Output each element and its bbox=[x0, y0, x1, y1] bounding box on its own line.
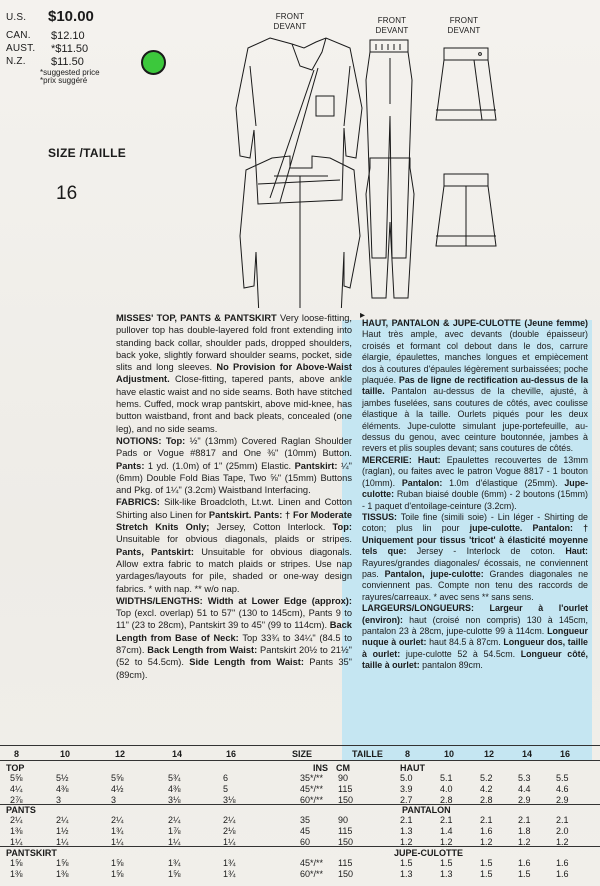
metrage-cell: 4.4 bbox=[518, 784, 531, 794]
price-list bbox=[6, 8, 136, 85]
widths-paragraph bbox=[116, 595, 352, 681]
price-amount: $12.10 bbox=[51, 30, 85, 42]
yardage-cell: 2¼ bbox=[10, 815, 23, 825]
no-adjustment-note: No Provision for Above-Waist Adjustment. bbox=[116, 362, 352, 385]
metrage-cell: 1.2 bbox=[440, 837, 453, 847]
pantskirt-section-header bbox=[0, 848, 600, 858]
french-description-text-2: Pantalon au-dessus de la cheville, ajusté, à jambes fuselées, sans coutures de côtés, avec coulisse élastique à la taille. Ourlets piqués pour les deux éléments. Jupe-culotte simulant jupe-portefeuille, au-dessus du genou, avec ceinture boutonnée, jambes à revers et plis souples devant; sans coutures de côtés. bbox=[362, 386, 588, 454]
side-length-text: Pants 35" (89cm). bbox=[116, 657, 352, 680]
pantskirt-back-drawing bbox=[436, 174, 496, 246]
yardage-cell: 5⅝ bbox=[10, 773, 23, 783]
yardage-cell: 1⅝ bbox=[168, 869, 181, 879]
metrage-cell: 2.9 bbox=[518, 795, 531, 805]
fabrics-pants: Pants: † For Moderate Stretch Knits Only; bbox=[116, 509, 352, 533]
yardage-cell: 3⅛ bbox=[223, 795, 236, 805]
pantskirt-front-drawing bbox=[436, 48, 496, 120]
notions-pants-text: 1 yd. (1.0m) of 1" (25mm) Elastic. bbox=[147, 460, 292, 471]
metrage-cell: 2.1 bbox=[518, 815, 531, 825]
size-col-fr: 10 bbox=[444, 749, 455, 759]
metrage-cell: 1.5 bbox=[400, 858, 413, 868]
french-no-adjustment-note: Pas de ligne de rectification au-dessus de la taille. bbox=[362, 375, 589, 397]
widths-label: WIDTHS/LENGTHS: Width at Lower Edge (approx): bbox=[116, 595, 352, 606]
metrage-cell: 4.6 bbox=[556, 784, 569, 794]
country-label: N.Z. bbox=[6, 56, 26, 67]
notions-pantskirt-label: Pantskirt: bbox=[294, 460, 338, 471]
yardage-cell: 1⅝ bbox=[10, 858, 23, 868]
yardage-cell: 1⅝ bbox=[111, 858, 124, 868]
notions-text: ½" (13mm) Covered Raglan Shoulder Pads or Vogue #8817 and One ⅜" (10mm) Button. bbox=[116, 435, 352, 459]
table-rule bbox=[0, 760, 600, 761]
garment-drawings bbox=[200, 8, 600, 308]
metrage-cell: 1.3 bbox=[400, 869, 413, 879]
size-col: 10 bbox=[60, 749, 71, 759]
tissus-paragraph bbox=[362, 512, 588, 603]
yardage-cell: 1¼ bbox=[111, 837, 124, 847]
description-text-2: Close-fitting, tapered pants, above ankle have elastic waist and no side seams. Both have stitched hems. Cuffed, mock wrap pantskirt, above mid-knee, has button waistband, front and back pleats, concealed (one leg), and no side seams. bbox=[116, 374, 352, 434]
pantalon-label: PANTALON bbox=[402, 805, 451, 815]
fabric-width-cm: 115 bbox=[338, 784, 353, 794]
yardage-cell: 3 bbox=[56, 795, 62, 805]
english-description bbox=[116, 312, 352, 681]
fabrics-text-3: Unsuitable for obvious diagonals, plaids or stripes. bbox=[116, 534, 352, 545]
yardage-cell: 1¾ bbox=[223, 869, 236, 879]
size-col-fr: 12 bbox=[484, 749, 495, 759]
country-label: U.S. bbox=[6, 12, 27, 23]
notions-pants-label: Pants: bbox=[116, 460, 145, 471]
fabrics-text: Silk-like Broadcloth, Lt.wt. Linen and Cotton Shirting also Linen for bbox=[116, 497, 352, 520]
bullet-mark: ▸ bbox=[360, 310, 366, 321]
back-waist-label: Back Length from Waist: bbox=[147, 645, 258, 656]
yardage-cell: 1⅝ bbox=[56, 858, 69, 868]
yardage-cell: 2¼ bbox=[56, 815, 69, 825]
fabrics-pantskirt: Pantskirt. bbox=[208, 509, 252, 520]
country-label: AUST. bbox=[6, 43, 36, 54]
size-col-fr: 14 bbox=[522, 749, 533, 759]
mercerie-paragraph bbox=[362, 455, 588, 512]
tissus-haut: Haut: bbox=[565, 546, 588, 557]
yardage-cell: 1⅜ bbox=[10, 869, 23, 879]
size-value: 16 bbox=[56, 183, 78, 204]
metrage-cell: 1.5 bbox=[480, 858, 493, 868]
mercerie-jupe-text: Ruban biaisé double (6mm) - 2 boutons (15mm) - 1 paquet d'entoilage-ceinture (3.2cm). bbox=[362, 489, 588, 511]
size-title: SIZE /TAILLE bbox=[48, 146, 127, 160]
metrage-cell: 1.2 bbox=[556, 837, 569, 847]
yardage-cell: 5⅝ bbox=[111, 773, 124, 783]
longueur-dos-label: Longueur dos, taille à ourlet: bbox=[362, 637, 588, 659]
side-length-label: Side Length from Waist: bbox=[189, 657, 304, 668]
metrage-cell: 2.1 bbox=[480, 815, 493, 825]
metrage-cell: 1.6 bbox=[518, 858, 531, 868]
largeurs-paragraph bbox=[362, 603, 588, 671]
back-length-text: Top 33¾ to 34¼" (84.5 to 87cm). bbox=[116, 632, 353, 656]
fabric-width-in: 60*/** bbox=[300, 869, 324, 879]
yardage-cell: 4½ bbox=[111, 784, 124, 794]
yardage-cell: 5¾ bbox=[168, 773, 181, 783]
metrage-cell: 1.4 bbox=[440, 826, 453, 836]
fabric-width-cm: 90 bbox=[338, 773, 349, 783]
mercerie-jupe-label: Jupe-culotte: bbox=[362, 477, 589, 500]
price-amount: *$11.50 bbox=[51, 43, 89, 55]
mercerie-pantalon-label: Pantalon: bbox=[401, 477, 443, 488]
price-aust bbox=[6, 43, 136, 56]
fabric-width-in: 35 bbox=[300, 815, 311, 825]
mercerie-pantalon-text: 1.0m d'élastique (25mm). bbox=[449, 477, 558, 488]
back-length-label: Back Length from Base of Neck: bbox=[116, 620, 352, 643]
top-back-drawing bbox=[240, 156, 360, 308]
yardage-cell: 1¼ bbox=[10, 837, 23, 847]
jupe-culotte-label: JUPE-CULOTTE bbox=[394, 848, 464, 858]
garment-sketch-svg bbox=[200, 8, 600, 308]
top-section-header bbox=[0, 763, 600, 773]
fabrics-label: FABRICS: bbox=[116, 497, 160, 508]
pants-section-header bbox=[0, 805, 600, 815]
english-paragraph bbox=[116, 312, 352, 435]
metrage-cell: 2.7 bbox=[400, 795, 413, 805]
yardage-cell: 1¼ bbox=[56, 837, 69, 847]
size-col-fr: 16 bbox=[560, 749, 571, 759]
tissus-text-3: Rayures/grandes diagonales/ écossais, ne conviennent pas. bbox=[362, 557, 588, 579]
metrage-cell: 1.6 bbox=[556, 869, 569, 879]
tissus-label: TISSUS: bbox=[362, 511, 398, 522]
view-label-line: DEVANT bbox=[375, 26, 409, 35]
tissus-text-4: Grandes diagonales ne conviennent pas. Compte non tenu des raccords de rayures/carreaux. * avec sens ** sans sens. bbox=[362, 568, 589, 602]
tissus-text: Toile fine (simili soie) - Lin léger - Shirting de coton; plus lin pour bbox=[362, 511, 588, 534]
back-waist-text: Pantskirt 20½ to 21½" (52 to 54.5cm). bbox=[116, 645, 352, 668]
metrage-cell: 2.8 bbox=[480, 795, 493, 805]
size-col-fr: 8 bbox=[405, 749, 411, 759]
longueur-dos-text: jupe-culotte 52 à 54.5cm. bbox=[405, 648, 516, 659]
metrage-cell: 2.1 bbox=[556, 815, 569, 825]
metrage-cell: 1.2 bbox=[400, 837, 413, 847]
metrage-cell: 1.5 bbox=[480, 869, 493, 879]
yardage-table bbox=[0, 745, 600, 886]
yardage-cell: 1⅜ bbox=[56, 869, 69, 879]
yardage-cell: 4⅜ bbox=[56, 784, 69, 794]
price-can bbox=[6, 30, 136, 43]
table-row bbox=[0, 773, 600, 783]
fabric-width-in: 45 bbox=[300, 826, 311, 836]
table-row bbox=[0, 784, 600, 794]
view-label-line: FRONT bbox=[449, 16, 479, 25]
mercerie-text: Epaulettes recouvertes de 13mm (raglan), ou faites avec le patron Vogue 8817 - 1 bouton (10mm). bbox=[362, 454, 588, 488]
yardage-cell: 1½ bbox=[56, 826, 69, 836]
tissus-jupe-culotte: jupe-culotte. Pantalon: † Uniquement pour tissus 'tricot' à élasticité moyenne tels que: bbox=[362, 523, 589, 557]
fabric-width-cm: 150 bbox=[338, 837, 354, 847]
price-us bbox=[6, 8, 136, 30]
yardage-cell: 1¾ bbox=[223, 858, 236, 868]
longueur-nuque-text: haut 84.5 à 87cm. bbox=[429, 637, 501, 648]
french-paragraph bbox=[362, 318, 588, 455]
metrage-cell: 1.6 bbox=[480, 826, 493, 836]
metrage-cell: 5.1 bbox=[440, 773, 453, 783]
largeurs-text: haut (croisé non compris) 130 à 145cm, pantalon 23 à 28cm, jupe-culotte 99 à 114cm. bbox=[362, 614, 589, 636]
size-col: 12 bbox=[115, 749, 126, 759]
yardage-cell: 3⅛ bbox=[168, 795, 181, 805]
metrage-cell: 3.9 bbox=[400, 784, 413, 794]
table-row bbox=[0, 837, 600, 847]
metrage-cell: 5.2 bbox=[480, 773, 493, 783]
table-rule bbox=[0, 745, 600, 746]
fabrics-top: Top: bbox=[332, 522, 352, 533]
metrage-cell: 1.8 bbox=[518, 826, 531, 836]
yardage-cell: 2¼ bbox=[168, 815, 181, 825]
metrage-cell: 5.3 bbox=[518, 773, 531, 783]
fabric-width-in: 60 bbox=[300, 837, 311, 847]
yardage-cell: 1¾ bbox=[111, 826, 124, 836]
tissus-pantalon-jupe: Pantalon, jupe-culotte: bbox=[384, 568, 484, 579]
yardage-cell: 5 bbox=[223, 784, 229, 794]
fabric-width-cm: 90 bbox=[338, 815, 349, 825]
french-description bbox=[362, 318, 588, 672]
view-label-line: DEVANT bbox=[273, 22, 307, 31]
yardage-cell: 2⅞ bbox=[10, 795, 23, 805]
metrage-cell: 2.1 bbox=[400, 815, 413, 825]
fabric-width-in: 35*/** bbox=[300, 773, 324, 783]
fabric-width-cm: 150 bbox=[338, 869, 354, 879]
price-amount: $11.50 bbox=[51, 56, 84, 68]
table-header-row bbox=[0, 749, 600, 759]
mercerie-label: MERCERIE: Haut: bbox=[362, 454, 441, 465]
metrage-cell: 2.1 bbox=[440, 815, 453, 825]
yardage-cell: 2¼ bbox=[223, 815, 236, 825]
yardage-cell: 4¼ bbox=[10, 784, 23, 794]
fabric-width-cm: 150 bbox=[338, 795, 354, 805]
widths-text: Top (excl. overlap) 51 to 57" (130 to 145cm), Pants 9 to 11" (23 to 28cm), Pantskirt 39 to 45" (99 to 114cm). bbox=[116, 608, 352, 631]
size-col: 16 bbox=[226, 749, 237, 759]
table-row bbox=[0, 858, 600, 868]
largeurs-label: LARGEURS/LONGUEURS: Largeur à l'ourlet (environ): bbox=[362, 603, 588, 625]
longueur-cote-label: Longueur côté, taille à ourlet: bbox=[362, 648, 588, 671]
view-label-line: FRONT bbox=[275, 12, 305, 21]
view-label-line: FRONT bbox=[377, 16, 407, 25]
metrage-cell: 1.2 bbox=[518, 837, 531, 847]
metrage-cell: 2.9 bbox=[556, 795, 569, 805]
table-row bbox=[0, 869, 600, 879]
tissus-text-2: Jersey - Interlock de coton. bbox=[416, 546, 555, 557]
fabrics-text-4: Unsuitable for obvious diagonals. Allow extra fabric to match plaids or stripes. Use nap yardages/layouts for pile, shaded or one-way design fabrics. * with nap. ** w/o nap. bbox=[116, 546, 352, 594]
haut-label: HAUT bbox=[400, 763, 425, 773]
fabric-width-in: 45*/** bbox=[300, 784, 324, 794]
metrage-cell: 2.8 bbox=[440, 795, 453, 805]
notions-pantskirt-text: ¼" (6mm) Double Fold Bias Tape, Two ⅝" (15mm) Buttons and Pkg. of 1¼" (3.2cm) Waistband Interfacing. bbox=[116, 460, 352, 496]
yardage-cell: 5½ bbox=[56, 773, 69, 783]
yardage-cell: 1⅞ bbox=[168, 826, 181, 836]
cm-label: CM bbox=[336, 763, 350, 773]
view-label-line: DEVANT bbox=[447, 26, 481, 35]
top-label: TOP bbox=[6, 763, 25, 773]
english-heading: MISSES' TOP, PANTS & PANTSKIRT bbox=[116, 313, 277, 323]
notions-label: NOTIONS: Top: bbox=[116, 435, 186, 446]
top-front-drawing bbox=[236, 38, 362, 204]
yardage-cell: 2¼ bbox=[111, 815, 124, 825]
pantskirt-label: PANTSKIRT bbox=[6, 848, 57, 858]
green-dot-marker bbox=[141, 50, 166, 75]
yardage-cell: 2⅛ bbox=[223, 826, 236, 836]
metrage-cell: 1.6 bbox=[556, 858, 569, 868]
yardage-cell: 1¼ bbox=[223, 837, 236, 847]
fabrics-text-2: Jersey, Cotton Interlock. bbox=[216, 522, 326, 533]
yardage-cell: 1¾ bbox=[168, 858, 181, 868]
table-row bbox=[0, 795, 600, 805]
metrage-cell: 2.0 bbox=[556, 826, 569, 836]
yardage-cell: 6 bbox=[223, 773, 229, 783]
taille-header: TAILLE bbox=[352, 749, 383, 759]
metrage-cell: 4.2 bbox=[480, 784, 493, 794]
ins-label: INS bbox=[313, 763, 329, 773]
country-label: CAN. bbox=[6, 30, 31, 41]
yardage-cell: 1⅜ bbox=[10, 826, 23, 836]
price-nz bbox=[6, 56, 136, 69]
size-col: 14 bbox=[172, 749, 183, 759]
yardage-cell: 1¼ bbox=[168, 837, 181, 847]
table-row bbox=[0, 815, 600, 825]
french-heading: HAUT, PANTALON & JUPE-CULOTTE (Jeune femme) bbox=[362, 318, 588, 328]
metrage-cell: 1.2 bbox=[480, 837, 493, 847]
french-description-text: Haut très ample, avec devants (double épaisseur) croisés et formant col debout dans le dos, carrure élargie, épaulettes, manches longues et empiècement dos à coutures d'épaules légèrement surbaissées; poche plaquée. bbox=[362, 329, 588, 386]
pants-front-drawing bbox=[366, 40, 412, 258]
size-header: SIZE bbox=[292, 749, 313, 759]
metrage-cell: 1.3 bbox=[400, 826, 413, 836]
suggested-price-note-fr: *prix suggéré bbox=[40, 76, 88, 85]
metrage-cell: 4.0 bbox=[440, 784, 453, 794]
metrage-cell: 5.5 bbox=[556, 773, 569, 783]
fabrics-paragraph bbox=[116, 496, 352, 594]
longueur-cote-text: pantalon 89cm. bbox=[422, 660, 483, 671]
price-amount: $10.00 bbox=[48, 8, 94, 25]
suggested-price-note: *suggested price bbox=[40, 68, 100, 77]
metrage-cell: 1.5 bbox=[440, 858, 453, 868]
description-text: Very loose-fitting, pullover top has double-layered fold front extending into standing back collar, shoulder pads, dropped shoulders, back yoke, slightly forward shoulder seams, pocket, side slits and long sleeves. bbox=[116, 313, 353, 373]
yardage-cell: 4⅜ bbox=[168, 784, 181, 794]
fabric-width-cm: 115 bbox=[338, 826, 353, 836]
size-col: 8 bbox=[14, 749, 20, 759]
metrage-cell: 1.3 bbox=[440, 869, 453, 879]
table-row bbox=[0, 826, 600, 836]
metrage-cell: 5.0 bbox=[400, 773, 413, 783]
yardage-cell: 3 bbox=[111, 795, 117, 805]
longueur-nuque-label: Longueur nuque à ourlet: bbox=[362, 625, 588, 648]
fabric-width-in: 45*/** bbox=[300, 858, 324, 868]
fabric-width-in: 60*/** bbox=[300, 795, 324, 805]
yardage-cell: 1⅝ bbox=[111, 869, 124, 879]
fabric-width-cm: 115 bbox=[338, 858, 353, 868]
notions-paragraph bbox=[116, 435, 352, 496]
pants-label: PANTS bbox=[6, 805, 36, 815]
metrage-cell: 1.5 bbox=[518, 869, 531, 879]
fabrics-pants-pantskirt: Pants, Pantskirt: bbox=[116, 546, 194, 557]
